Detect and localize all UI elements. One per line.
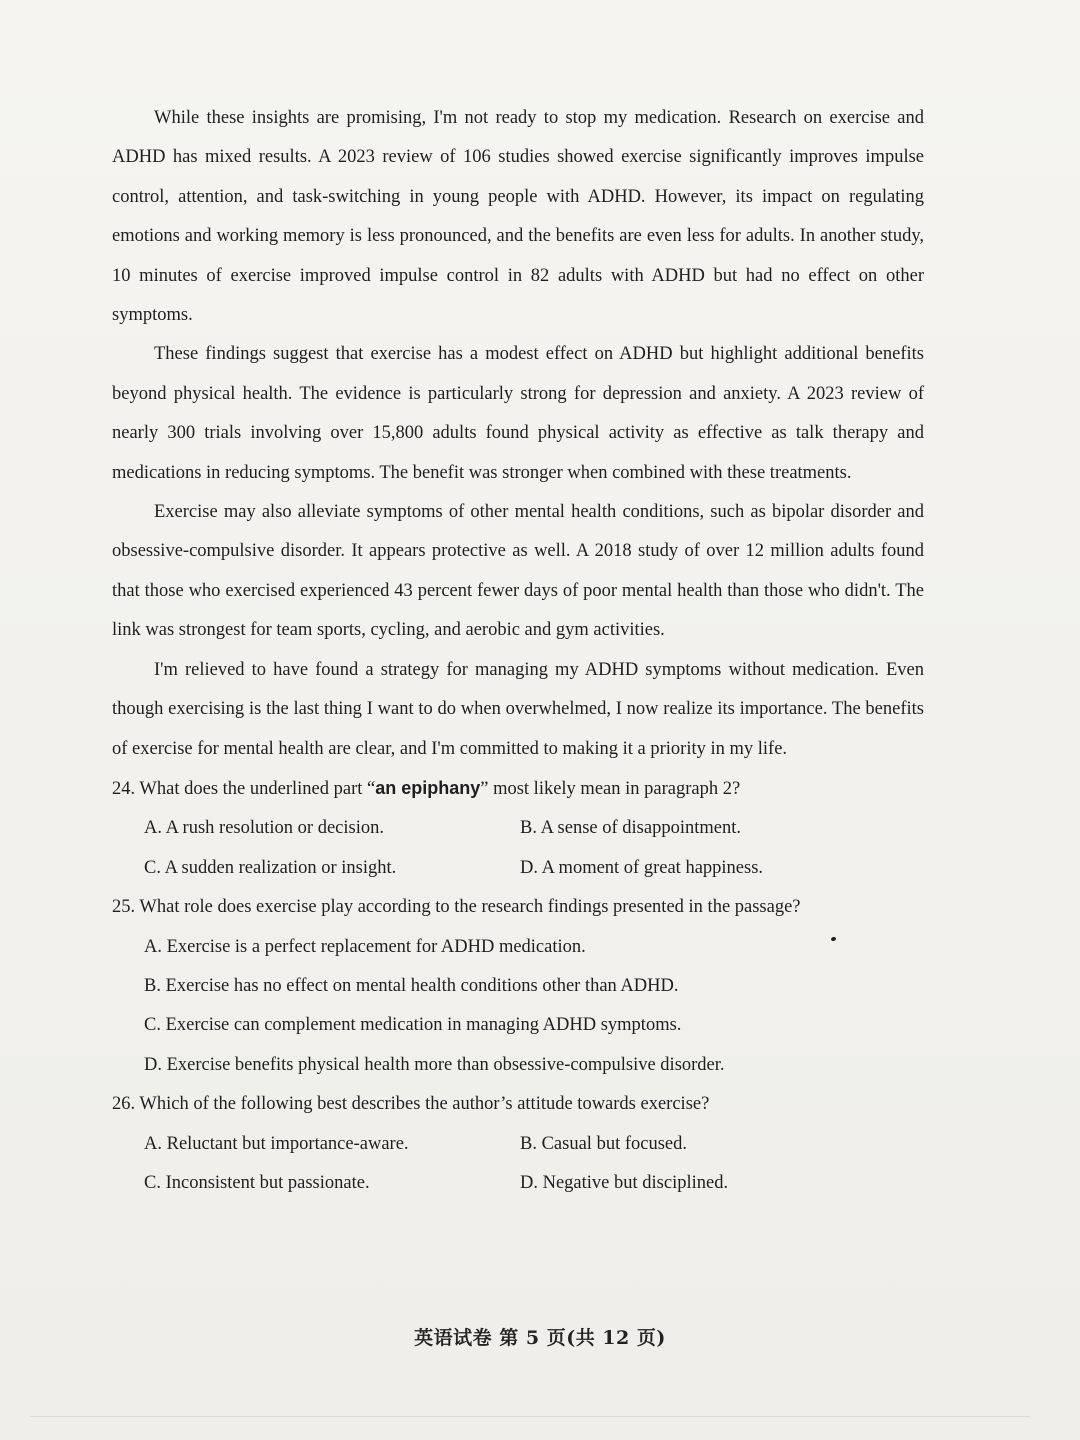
question-24-option-c: C. A sudden realization or insight.: [144, 857, 397, 878]
question-25-option-a: A. Exercise is a perfect replacement for ADHD medication.: [144, 936, 586, 957]
question-24-option-b: B. A sense of disappointment.: [520, 818, 741, 839]
question-25-option-b: B. Exercise has no effect on mental health conditions other than ADHD.: [144, 975, 679, 996]
question-24-option-d: D. A moment of great happiness.: [520, 857, 764, 878]
question-24-options-row-1: [112, 809, 924, 848]
question-24-stem-after: ” most likely mean in paragraph 2?: [480, 778, 741, 799]
question-26-option-b: B. Casual but focused.: [520, 1133, 687, 1154]
question-26: [112, 1085, 924, 1203]
question-24: [112, 769, 924, 888]
passage-paragraph-1: While these insights are promising, I'm not ready to stop my medication. Research on exercise and ADHD has mixed results. A 2023 review of 106 studies showed exercise significantly improves impulse control, attention, and task-switching in young people with ADHD. However, its impact on regulating emotions and working memory is less pronounced, and the benefits are even less for adults. In another study, 10 minutes of exercise improved impulse control in 82 adults with ADHD but had no effect on other symptoms.: [112, 108, 924, 326]
question-26-option-d: D. Negative but disciplined.: [520, 1172, 729, 1193]
passage-paragraph-4: I'm relieved to have found a strategy for managing my ADHD symptoms without medication. Even though exercising is the last thing I want to do when overwhelmed, I now realize its importance. The benefits of exercise for mental health are clear, and I'm committed to making it a priority in my life.: [112, 659, 924, 759]
question-25-stem: 25. What role does exercise play according to the research findings presented in the passage?: [112, 897, 801, 918]
question-26-stem: 26. Which of the following best describes the author’s attitude towards exercise?: [112, 1094, 710, 1115]
passage-paragraph-2: These findings suggest that exercise has a modest effect on ADHD but highlight additional benefits beyond physical health. The evidence is particularly strong for depression and anxiety. A 2023 review of nearly 300 trials involving over 15,800 adults found physical activity as effective as talk therapy and medications in reducing symptoms. The benefit was stronger when combined with these treatments.: [112, 344, 924, 483]
question-25: [112, 888, 924, 1085]
question-25-option-c: C. Exercise can complement medication in managing ADHD symptoms.: [144, 1015, 682, 1036]
question-24-underlined-term: an epiphany: [375, 777, 481, 798]
question-24-stem-before: 24. What does the underlined part “: [112, 778, 376, 799]
page-bottom-edge: [30, 1416, 1030, 1417]
question-26-options-row-2: [112, 1164, 924, 1203]
question-24-options-row-2: [112, 849, 924, 888]
question-25-option-d: D. Exercise benefits physical health more than obsessive-compulsive disorder.: [144, 1054, 725, 1075]
page-content: [112, 99, 924, 1203]
passage-paragraph-3: Exercise may also alleviate symptoms of other mental health conditions, such as bipolar disorder and obsessive-compulsive disorder. It appears protective as well. A 2018 study of over 12 million adults found that those who exercised experienced 43 percent fewer days of poor mental health than those who didn't. The link was strongest for team sports, cycling, and aerobic and gym activities.: [112, 502, 924, 641]
question-24-stem: [112, 769, 924, 809]
page-footer: 英语试卷 第 5 页(共 12 页): [414, 1327, 666, 1349]
question-26-options-row-1: [112, 1125, 924, 1164]
question-26-option-a: A. Reluctant but importance-aware.: [144, 1133, 409, 1154]
question-24-option-a: A. A rush resolution or decision.: [144, 818, 384, 839]
question-26-option-c: C. Inconsistent but passionate.: [144, 1172, 370, 1193]
